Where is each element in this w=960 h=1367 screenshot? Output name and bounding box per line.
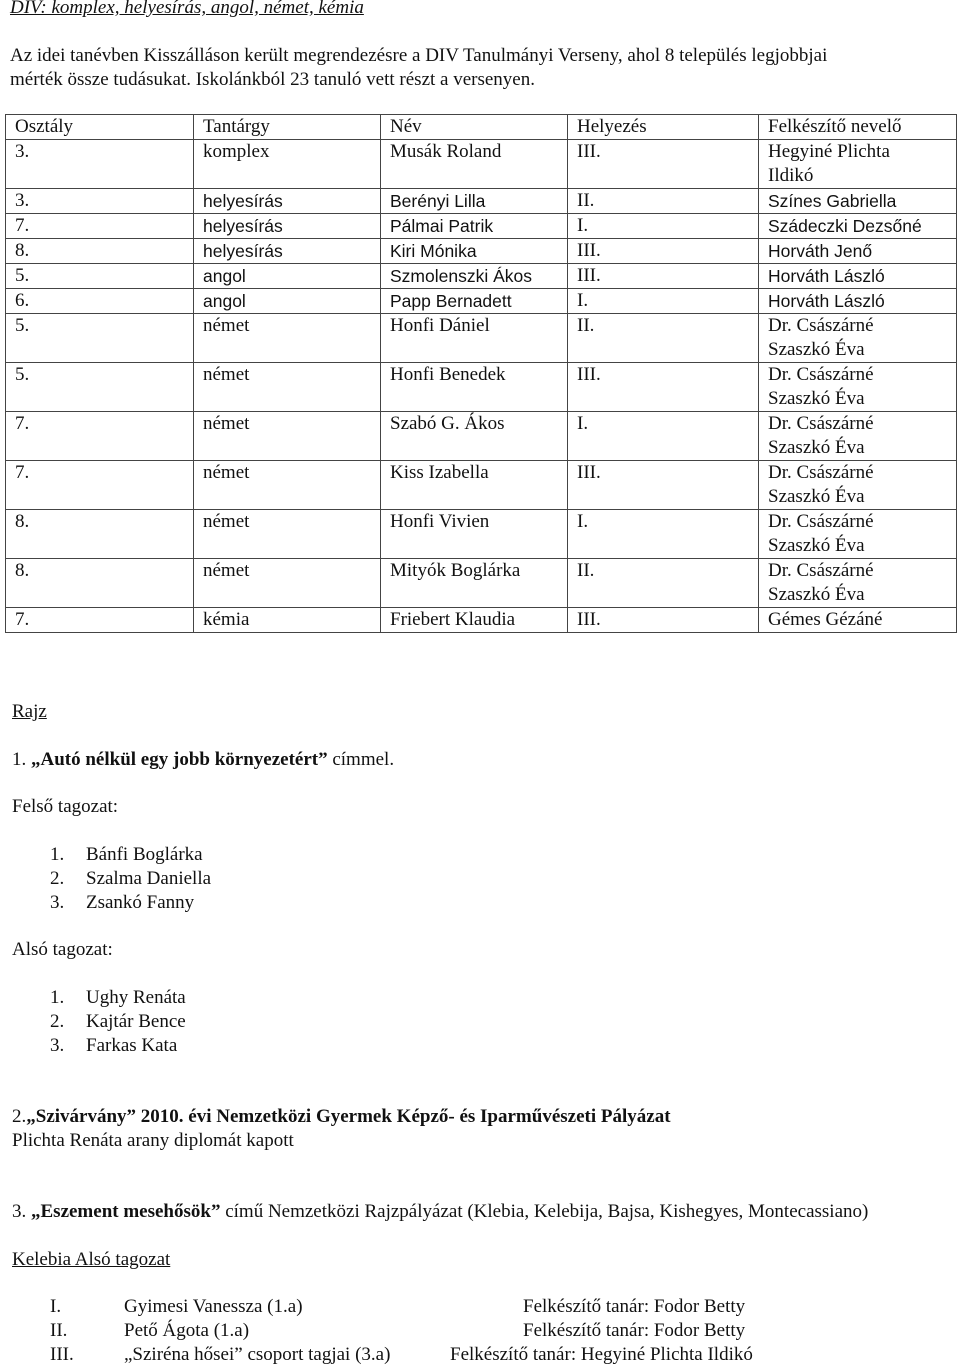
cell-text-continued: Szaszkó Éva — [768, 486, 865, 507]
name-cell — [381, 363, 568, 412]
subject-cell — [194, 559, 381, 608]
table-row — [6, 239, 957, 264]
subject-cell — [194, 264, 381, 289]
class-cell — [6, 461, 194, 510]
class-cell — [6, 264, 194, 289]
cell-text: német — [203, 560, 250, 581]
cell-text: 8. — [15, 560, 30, 581]
cell-text: Honfi Dániel — [390, 315, 490, 336]
cell-text: angol — [203, 291, 246, 311]
cell-text: Mityók Boglárka — [390, 560, 521, 581]
class-cell — [6, 363, 194, 412]
cell-text: Dr. Császárné — [768, 315, 874, 336]
cell-text: Berényi Lilla — [390, 191, 486, 211]
table-row — [6, 461, 957, 510]
cell-text: III. — [577, 240, 601, 261]
class-cell — [6, 189, 194, 214]
cell-text: Dr. Császárné — [768, 364, 874, 385]
cell-text-continued: Szaszkó Éva — [768, 339, 865, 360]
also-list — [50, 986, 186, 1058]
cell-text: 7. — [15, 215, 30, 236]
cell-text: III. — [577, 609, 601, 630]
class-cell — [6, 412, 194, 461]
item-number: 2. — [12, 1106, 27, 1127]
name-cell — [381, 140, 568, 189]
cell-text: német — [203, 413, 250, 434]
class-cell — [6, 289, 194, 314]
table-row — [6, 289, 957, 314]
teacher: Felkészítő tanár: Fodor Betty — [523, 1320, 746, 1341]
name-cell — [381, 608, 568, 633]
rajz-title: Rajz — [12, 701, 47, 722]
cell-text: 5. — [15, 315, 30, 336]
cell-text: 5. — [15, 265, 30, 286]
placement-cell — [568, 559, 759, 608]
intro-line-2: mérték össze tudásukat. Iskolánkból 23 tanuló vett részt a versenyen. — [10, 69, 535, 90]
cell-text: Szabó G. Ákos — [390, 413, 505, 434]
cell-text: Kiri Mónika — [390, 241, 477, 261]
teacher-cell — [759, 189, 957, 214]
name-cell — [381, 264, 568, 289]
table-header-row — [6, 115, 957, 140]
subject-cell — [194, 289, 381, 314]
cell-text: 6. — [15, 290, 30, 311]
cell-text: Gémes Gézáné — [768, 609, 883, 630]
cell-text: I. — [577, 511, 589, 532]
subject-cell — [194, 140, 381, 189]
student-name: Pető Ágota (1.a) — [124, 1320, 250, 1341]
cell-text: 7. — [15, 413, 30, 434]
cell-text: 5. — [15, 364, 30, 385]
cell-text: Dr. Császárné — [768, 462, 874, 483]
table-row — [6, 363, 957, 412]
list-item — [50, 986, 186, 1010]
placement-cell — [568, 189, 759, 214]
rajz-item-1 — [12, 748, 394, 772]
teacher: Felkészítő tanár: Fodor Betty — [523, 1296, 746, 1317]
rajz-item-2 — [12, 1105, 671, 1129]
cell-text: helyesírás — [203, 191, 283, 211]
competition-title: „Eszement mesehősök” — [31, 1201, 221, 1222]
results-table — [5, 114, 957, 633]
cell-text: Dr. Császárné — [768, 413, 874, 434]
class-cell — [6, 559, 194, 608]
list-item — [50, 891, 211, 915]
cell-text: Horváth László — [768, 291, 885, 311]
column-header: Tantárgy — [194, 115, 381, 140]
cell-text: Dr. Császárné — [768, 511, 874, 532]
placement-cell — [568, 461, 759, 510]
cell-text: kémia — [203, 609, 250, 630]
list-number: 3. — [50, 892, 65, 913]
table-row — [6, 314, 957, 363]
cell-text: II. — [577, 315, 595, 336]
teacher-cell — [759, 363, 957, 412]
placement-cell — [568, 510, 759, 559]
class-cell — [6, 214, 194, 239]
cell-text: 3. — [15, 190, 30, 211]
teacher: Felkészítő tanár: Hegyiné Plichta Ildikó — [450, 1344, 753, 1365]
felso-tagozat-label: Felső tagozat: — [12, 796, 119, 817]
name-cell — [381, 559, 568, 608]
cell-text: Szádeczki Dezsőné — [768, 216, 922, 236]
student-name: Bánfi Boglárka — [86, 844, 203, 865]
teacher-cell — [759, 140, 957, 189]
placement-cell — [568, 140, 759, 189]
subject-cell — [194, 363, 381, 412]
rajz-item-2-detail: Plichta Renáta arany diplomát kapott — [12, 1130, 294, 1151]
student-name: „Sziréna hősei” csoport tagjai (3.a) — [124, 1344, 391, 1365]
placement: II. — [50, 1320, 68, 1341]
cell-text-continued: Szaszkó Éva — [768, 535, 865, 556]
cell-text: III. — [577, 265, 601, 286]
section-title: DIV: komplex, helyesírás, angol, német, kémia — [10, 0, 364, 18]
cell-text: Színes Gabriella — [768, 191, 897, 211]
name-cell — [381, 314, 568, 363]
name-cell — [381, 189, 568, 214]
cell-text: I. — [577, 413, 589, 434]
table-row — [6, 214, 957, 239]
cell-text: III. — [577, 141, 601, 162]
class-cell — [6, 314, 194, 363]
competition-title: „Autó nélkül egy jobb környezetért” — [31, 749, 328, 770]
list-item — [50, 843, 211, 867]
table-row — [6, 140, 957, 189]
placement-cell — [568, 363, 759, 412]
cell-text: Papp Bernadett — [390, 291, 512, 311]
cell-text-continued: Ildikó — [768, 165, 814, 186]
rajz-item-3 — [12, 1200, 868, 1224]
cell-text: német — [203, 315, 250, 336]
class-cell — [6, 510, 194, 559]
name-cell — [381, 412, 568, 461]
teacher-cell — [759, 608, 957, 633]
cell-text: Friebert Klaudia — [390, 609, 516, 630]
cell-text: Pálmai Patrik — [390, 216, 494, 236]
list-item — [50, 1034, 186, 1058]
student-name: Zsankó Fanny — [86, 892, 195, 913]
cell-text: Honfi Vivien — [390, 511, 490, 532]
subject-cell — [194, 510, 381, 559]
cell-text: komplex — [203, 141, 270, 162]
also-tagozat-label: Alsó tagozat: — [12, 939, 113, 960]
cell-text: Honfi Benedek — [390, 364, 506, 385]
column-header: Név — [381, 115, 568, 140]
placement-cell — [568, 412, 759, 461]
cell-text: II. — [577, 560, 595, 581]
student-name: Ughy Renáta — [86, 987, 186, 1008]
list-item — [50, 1010, 186, 1034]
student-name: Szalma Daniella — [86, 868, 212, 889]
cell-text: Kiss Izabella — [390, 462, 489, 483]
teacher-cell — [759, 264, 957, 289]
list-number: 2. — [50, 1011, 65, 1032]
placement-cell — [568, 239, 759, 264]
student-name: Gyimesi Vanessza (1.a) — [124, 1296, 303, 1317]
cell-text: 3. — [15, 141, 30, 162]
table-row — [6, 559, 957, 608]
placement: I. — [50, 1296, 62, 1317]
cell-text: 7. — [15, 609, 30, 630]
table-row — [6, 608, 957, 633]
placement-cell — [568, 314, 759, 363]
name-cell — [381, 461, 568, 510]
name-cell — [381, 239, 568, 264]
placement-cell — [568, 214, 759, 239]
cell-text: II. — [577, 190, 595, 211]
cell-text: I. — [577, 215, 589, 236]
table-row — [6, 412, 957, 461]
cell-text-continued: Szaszkó Éva — [768, 388, 865, 409]
cell-text: német — [203, 462, 250, 483]
cell-text: helyesírás — [203, 241, 283, 261]
teacher-cell — [759, 412, 957, 461]
kelebia-title: Kelebia Alsó tagozat — [12, 1249, 171, 1270]
cell-text: Hegyiné Plichta — [768, 141, 890, 162]
subject-cell — [194, 608, 381, 633]
teacher-cell — [759, 239, 957, 264]
table-row — [6, 189, 957, 214]
placement-cell — [568, 264, 759, 289]
cell-text-continued: Szaszkó Éva — [768, 437, 865, 458]
teacher-cell — [759, 289, 957, 314]
subject-cell — [194, 239, 381, 264]
column-header: Osztály — [6, 115, 194, 140]
name-cell — [381, 510, 568, 559]
table-row — [6, 510, 957, 559]
teacher-cell — [759, 510, 957, 559]
student-name: Farkas Kata — [86, 1035, 178, 1056]
list-number: 1. — [50, 844, 65, 865]
class-cell — [6, 239, 194, 264]
teacher-cell — [759, 314, 957, 363]
subject-cell — [194, 412, 381, 461]
placement-cell — [568, 289, 759, 314]
student-name: Kajtár Bence — [86, 1011, 186, 1032]
cell-text: Dr. Császárné — [768, 560, 874, 581]
cell-text-continued: Szaszkó Éva — [768, 584, 865, 605]
item-number: 1. — [12, 749, 31, 770]
cell-text: angol — [203, 266, 246, 286]
subject-cell — [194, 461, 381, 510]
cell-text: III. — [577, 462, 601, 483]
column-header: Helyezés — [568, 115, 759, 140]
class-cell — [6, 608, 194, 633]
cell-text: III. — [577, 364, 601, 385]
list-number: 3. — [50, 1035, 65, 1056]
list-number: 2. — [50, 868, 65, 889]
teacher-cell — [759, 559, 957, 608]
cell-text: helyesírás — [203, 216, 283, 236]
cell-text: Musák Roland — [390, 141, 502, 162]
teacher-cell — [759, 214, 957, 239]
class-cell — [6, 140, 194, 189]
placement-cell — [568, 608, 759, 633]
list-item — [50, 867, 211, 891]
cell-text: 8. — [15, 240, 30, 261]
intro-line-1: Az idei tanévben Kisszálláson került megrendezésre a DIV Tanulmányi Verseny, ahol 8 település legjobbjai — [10, 45, 828, 66]
cell-text: Horváth László — [768, 266, 885, 286]
cell-text: I. — [577, 290, 589, 311]
placement: III. — [50, 1344, 74, 1365]
felso-list — [50, 843, 211, 915]
subject-cell — [194, 314, 381, 363]
name-cell — [381, 289, 568, 314]
subject-cell — [194, 189, 381, 214]
cell-text: német — [203, 511, 250, 532]
competition-suffix: címmel. — [327, 749, 395, 770]
item-number: 3. — [12, 1201, 31, 1222]
competition-suffix: című Nemzetközi Rajzpályázat (Klebia, Kelebija, Bajsa, Kishegyes, Montecassiano) — [220, 1201, 869, 1222]
cell-text: Szmolenszki Ákos — [390, 266, 532, 286]
table-row — [6, 264, 957, 289]
cell-text: német — [203, 364, 250, 385]
competition-title: „Szivárvány” 2010. évi Nemzetközi Gyermek Képző- és Iparművészeti Pályázat — [26, 1106, 671, 1127]
cell-text: 8. — [15, 511, 30, 532]
subject-cell — [194, 214, 381, 239]
teacher-cell — [759, 461, 957, 510]
list-number: 1. — [50, 987, 65, 1008]
cell-text: 7. — [15, 462, 30, 483]
cell-text: Horváth Jenő — [768, 241, 873, 261]
column-header: Felkészítő nevelő — [759, 115, 957, 140]
name-cell — [381, 214, 568, 239]
